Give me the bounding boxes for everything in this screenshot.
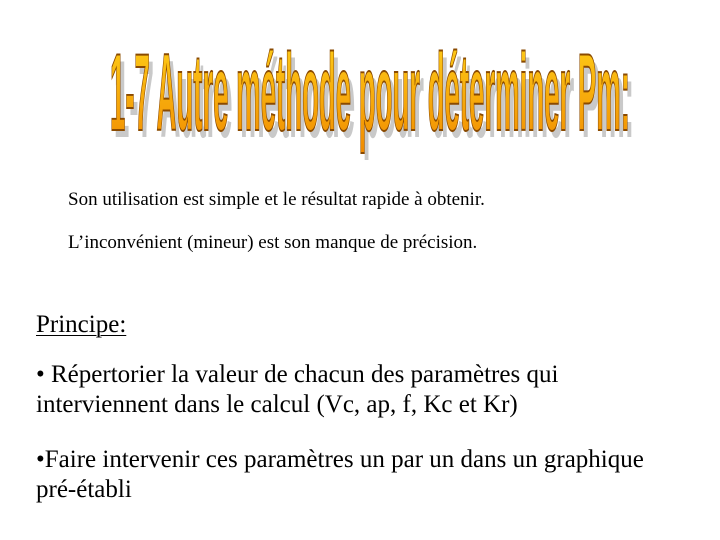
- wordart-title: [100, 38, 640, 166]
- intro-line-simplicity: Son utilisation est simple et le résultat rapide à obtenir.: [68, 189, 485, 210]
- principle-heading: Principe:: [36, 311, 127, 338]
- title-text: 1-7 Autre méthode pour déterminer Pm:: [110, 38, 630, 154]
- principle-bullet-1: • Répertorier la valeur de chacun des paramètres qui interviennent dans le calcul (Vc, ap, f, Kc et Kr): [36, 361, 559, 418]
- principle-bullet-2: •Faire intervenir ces paramètres un par un dans un graphique pré-établi: [36, 446, 644, 503]
- title-shadow: 1-7 Autre méthode pour déterminer Pm:: [114, 38, 635, 161]
- slide-title: [100, 38, 640, 166]
- intro-line-drawback: L’inconvénient (mineur) est son manque de précision.: [68, 232, 478, 253]
